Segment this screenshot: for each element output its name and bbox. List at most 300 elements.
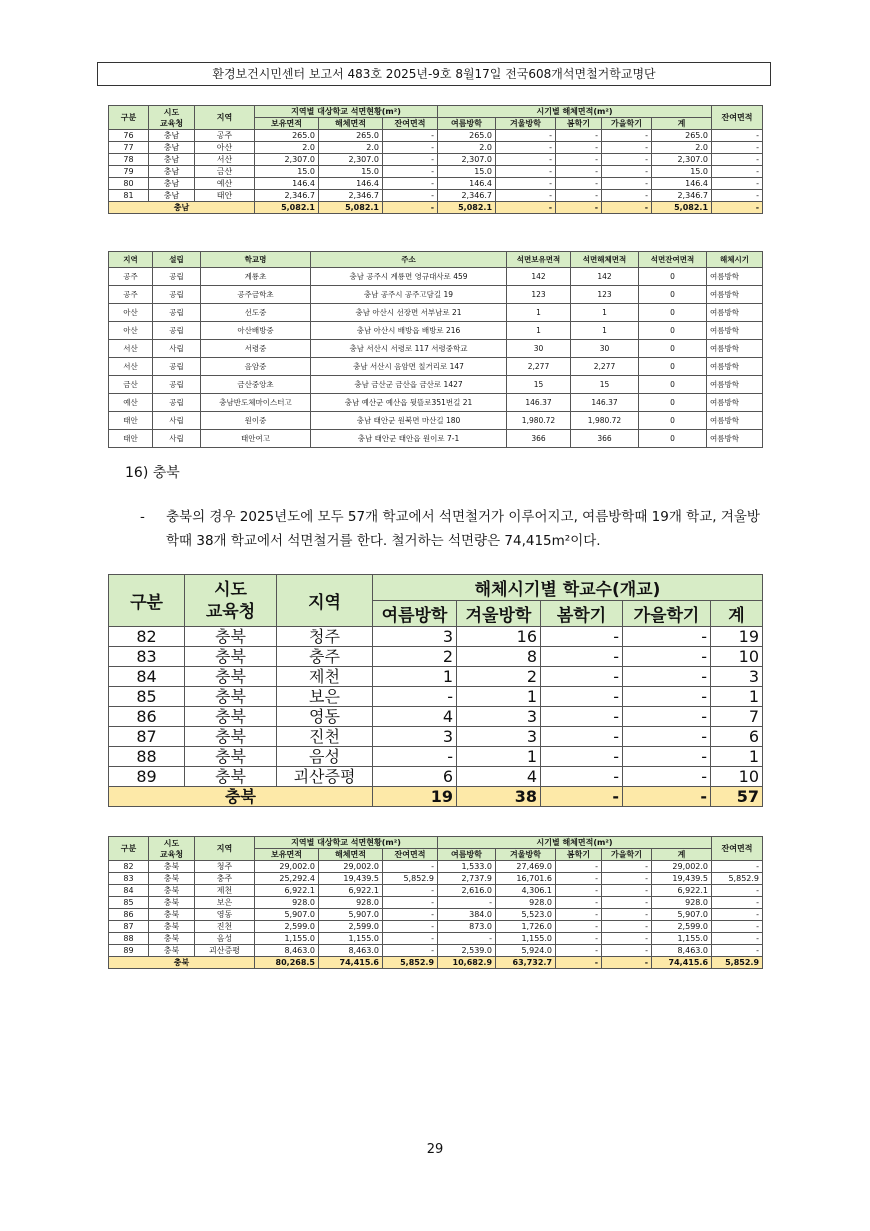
- table-cell: -: [383, 885, 438, 897]
- school-row: [109, 376, 763, 394]
- table-cell: -: [541, 627, 623, 647]
- table-cell: -: [556, 178, 602, 190]
- table-cell: 19,439.5: [319, 873, 383, 885]
- table-cell: 6: [711, 727, 763, 747]
- table-row: [109, 885, 763, 897]
- col-sido: 시도 교육청: [149, 106, 195, 130]
- table-cell: 2.0: [255, 142, 319, 154]
- total-cell: -: [541, 787, 623, 807]
- col-gubun: 구분: [109, 575, 185, 627]
- table-cell: -: [623, 627, 711, 647]
- table-cell: -: [712, 885, 763, 897]
- table-cell: 괴산증평: [277, 767, 373, 787]
- table-cell: 81: [109, 190, 149, 202]
- table-cell: 146.4: [255, 178, 319, 190]
- table-cell: 충북: [185, 707, 277, 727]
- table-cell: 충북: [185, 727, 277, 747]
- table-cell: -: [602, 933, 652, 945]
- table-cell: 충남: [149, 190, 195, 202]
- subheader-cell: 계: [652, 118, 712, 130]
- total-cell: 5,082.1: [255, 202, 319, 214]
- subheader-cell: 잔여면적: [383, 118, 438, 130]
- total-cell: -: [623, 787, 711, 807]
- col-gubun: 구분: [109, 106, 149, 130]
- table-cell: 7: [711, 707, 763, 727]
- table-cell: 충북: [149, 897, 195, 909]
- table-cell: -: [602, 154, 652, 166]
- table-row: [109, 707, 763, 727]
- table-cell: 5,924.0: [496, 945, 556, 957]
- table-cell: 금산: [195, 166, 255, 178]
- col-period-count-group: 해체시기별 학교수(개교): [373, 575, 763, 601]
- total-cell: 10,682.9: [438, 957, 496, 969]
- table-cell: 음암중: [201, 358, 311, 376]
- table-cell: -: [556, 190, 602, 202]
- school-row: [109, 286, 763, 304]
- header-cell: 석면잔여면적: [639, 252, 707, 268]
- table-cell: -: [602, 861, 652, 873]
- total-cell: 38: [457, 787, 541, 807]
- subheader-cell: 보유면적: [255, 118, 319, 130]
- table-cell: 공립: [153, 376, 201, 394]
- chungbuk-count-table: [108, 574, 763, 807]
- table-cell: -: [602, 142, 652, 154]
- table-cell: -: [712, 861, 763, 873]
- table-cell: -: [496, 154, 556, 166]
- table-cell: 진천: [277, 727, 373, 747]
- table-cell: 1,155.0: [255, 933, 319, 945]
- table-cell: 15.0: [652, 166, 712, 178]
- table-cell: 29,002.0: [319, 861, 383, 873]
- table-cell: 78: [109, 154, 149, 166]
- table-cell: 30: [507, 340, 571, 358]
- subheader-cell: 겨울방학: [496, 118, 556, 130]
- table-cell: 0: [639, 340, 707, 358]
- table-cell: 충북: [185, 647, 277, 667]
- table-cell: -: [373, 687, 457, 707]
- subheader-cell: 잔여면적: [383, 849, 438, 861]
- table-cell: 6: [373, 767, 457, 787]
- table-cell: -: [373, 747, 457, 767]
- table-cell: 77: [109, 142, 149, 154]
- total-cell: 19: [373, 787, 457, 807]
- table-cell: 1: [457, 747, 541, 767]
- table-cell: 충남 아산시 선장면 서부남로 21: [311, 304, 507, 322]
- table-cell: -: [712, 921, 763, 933]
- col-gubun: 구분: [109, 837, 149, 861]
- table-cell: 83: [109, 647, 185, 667]
- table-cell: -: [602, 909, 652, 921]
- table-cell: 2,737.9: [438, 873, 496, 885]
- table-cell: 충주: [195, 873, 255, 885]
- table-cell: 4: [373, 707, 457, 727]
- table-cell: 1: [571, 304, 639, 322]
- table-cell: 충북: [185, 687, 277, 707]
- subheader-cell: 봄학기: [556, 118, 602, 130]
- table-cell: 충북: [185, 627, 277, 647]
- school-row: [109, 322, 763, 340]
- table-cell: -: [712, 166, 763, 178]
- subheader-cell: 보유면적: [255, 849, 319, 861]
- table-cell: 예산: [109, 394, 153, 412]
- table-cell: 146.4: [438, 178, 496, 190]
- table-cell: 86: [109, 707, 185, 727]
- table-cell: 1: [711, 747, 763, 767]
- table-cell: 태안: [109, 412, 153, 430]
- table-cell: -: [712, 933, 763, 945]
- table-cell: 여름방학: [707, 322, 763, 340]
- table-cell: 928.0: [652, 897, 712, 909]
- table-cell: 0: [639, 394, 707, 412]
- table-cell: 384.0: [438, 909, 496, 921]
- table-cell: -: [712, 190, 763, 202]
- school-row: [109, 430, 763, 448]
- table-cell: 3: [457, 707, 541, 727]
- table-cell: -: [556, 130, 602, 142]
- total-cell: -: [383, 202, 438, 214]
- table-cell: 청주: [195, 861, 255, 873]
- table-cell: 146.4: [652, 178, 712, 190]
- table-cell: 계룡초: [201, 268, 311, 286]
- table-cell: 아산: [195, 142, 255, 154]
- total-cell: 5,852.9: [383, 957, 438, 969]
- table-cell: 2,599.0: [652, 921, 712, 933]
- table-cell: -: [712, 154, 763, 166]
- table-cell: 여름방학: [707, 358, 763, 376]
- col-sido: 시도 교육청: [185, 575, 277, 627]
- table-cell: -: [496, 178, 556, 190]
- table-cell: -: [556, 142, 602, 154]
- table-cell: 공주: [195, 130, 255, 142]
- table-cell: -: [623, 667, 711, 687]
- table-cell: 76: [109, 130, 149, 142]
- table-cell: 146.37: [571, 394, 639, 412]
- table-cell: 영동: [195, 909, 255, 921]
- table-cell: 여름방학: [707, 268, 763, 286]
- table-cell: -: [541, 747, 623, 767]
- table-row: [109, 945, 763, 957]
- table-cell: 15.0: [319, 166, 383, 178]
- table-cell: -: [623, 747, 711, 767]
- table-cell: 2,307.0: [438, 154, 496, 166]
- table-cell: 충남 금산군 금산읍 금산로 1427: [311, 376, 507, 394]
- total-cell: 5,082.1: [319, 202, 383, 214]
- total-cell: 5,082.1: [652, 202, 712, 214]
- table-cell: 142: [571, 268, 639, 286]
- table-cell: 19,439.5: [652, 873, 712, 885]
- table-cell: -: [712, 142, 763, 154]
- total-row: [109, 787, 763, 807]
- table-cell: 5,907.0: [319, 909, 383, 921]
- page-number: 29: [426, 1142, 444, 1157]
- table-cell: 15.0: [255, 166, 319, 178]
- table-cell: -: [712, 178, 763, 190]
- table-cell: 928.0: [496, 897, 556, 909]
- table-cell: 진천: [195, 921, 255, 933]
- table-cell: 여름방학: [707, 412, 763, 430]
- subheader-cell: 가을학기: [602, 849, 652, 861]
- school-row: [109, 358, 763, 376]
- table-row: [109, 190, 763, 202]
- table-cell: -: [541, 767, 623, 787]
- table-cell: 여름방학: [707, 340, 763, 358]
- table-cell: 87: [109, 727, 185, 747]
- table-cell: -: [541, 727, 623, 747]
- table-cell: 1: [711, 687, 763, 707]
- col-region: 지역: [195, 106, 255, 130]
- table-row: [109, 767, 763, 787]
- school-row: [109, 268, 763, 286]
- table-cell: 서산: [195, 154, 255, 166]
- table-cell: 금산중앙초: [201, 376, 311, 394]
- table-cell: -: [602, 885, 652, 897]
- table-cell: 27,469.0: [496, 861, 556, 873]
- table-cell: 충주: [277, 647, 373, 667]
- table-cell: 보은: [277, 687, 373, 707]
- table-cell: 공주: [109, 286, 153, 304]
- table-cell: -: [602, 178, 652, 190]
- table-cell: 공주금학초: [201, 286, 311, 304]
- table-cell: -: [496, 142, 556, 154]
- header-cell: 석면보유면적: [507, 252, 571, 268]
- table-cell: -: [383, 142, 438, 154]
- table-cell: -: [712, 897, 763, 909]
- table-row: [109, 647, 763, 667]
- table-cell: 여름방학: [707, 304, 763, 322]
- table-row: [109, 627, 763, 647]
- table-cell: 1: [571, 322, 639, 340]
- table-cell: 서산: [109, 358, 153, 376]
- table-cell: -: [541, 687, 623, 707]
- table-cell: 여름방학: [707, 376, 763, 394]
- table-cell: 3: [457, 727, 541, 747]
- subheader-cell: 계: [711, 601, 763, 627]
- table-cell: 충북: [149, 909, 195, 921]
- table-cell: 공립: [153, 268, 201, 286]
- table-cell: 4: [457, 767, 541, 787]
- table-cell: 2,346.7: [319, 190, 383, 202]
- table-cell: 충북: [149, 933, 195, 945]
- table-cell: -: [712, 909, 763, 921]
- table-cell: 1: [507, 322, 571, 340]
- table-cell: 928.0: [255, 897, 319, 909]
- total-cell: 80,268.5: [255, 957, 319, 969]
- paragraph-text: 충북의 경우 2025년도에 모두 57개 학교에서 석면철거가 이루어지고, 여름방학때 19개 학교, 겨울방학때 38개 학교에서 석면철거를 한다. 철거하는 석면량은 74,415m²이다.: [166, 509, 760, 549]
- total-cell: 74,415.6: [652, 957, 712, 969]
- table-cell: 1,155.0: [496, 933, 556, 945]
- table-cell: 8: [457, 647, 541, 667]
- table-cell: 2,599.0: [319, 921, 383, 933]
- table-cell: 여름방학: [707, 430, 763, 448]
- table-cell: 보은: [195, 897, 255, 909]
- table-cell: 928.0: [319, 897, 383, 909]
- table-cell: 2,277: [571, 358, 639, 376]
- table-cell: -: [556, 166, 602, 178]
- table-cell: 1,980.72: [571, 412, 639, 430]
- table-cell: 85: [109, 897, 149, 909]
- table-cell: 8,463.0: [319, 945, 383, 957]
- table-cell: 0: [639, 268, 707, 286]
- table-cell: 서령중: [201, 340, 311, 358]
- header-cell: 지역: [109, 252, 153, 268]
- table-cell: 2,307.0: [652, 154, 712, 166]
- table-cell: 19: [711, 627, 763, 647]
- table-row: [109, 727, 763, 747]
- subheader-cell: 봄학기: [556, 849, 602, 861]
- table-row: [109, 933, 763, 945]
- summary-paragraph: [140, 505, 770, 553]
- table-cell: 29,002.0: [255, 861, 319, 873]
- header-cell: 주소: [311, 252, 507, 268]
- table-cell: 예산: [195, 178, 255, 190]
- header-cell: 석면해체면적: [571, 252, 639, 268]
- table-cell: -: [623, 687, 711, 707]
- table-cell: 충남반도체마이스터고: [201, 394, 311, 412]
- table-cell: -: [383, 933, 438, 945]
- table-cell: -: [556, 154, 602, 166]
- bullet-dash: -: [140, 509, 145, 525]
- table-cell: 원이중: [201, 412, 311, 430]
- table-cell: 2,346.7: [255, 190, 319, 202]
- table-cell: 265.0: [255, 130, 319, 142]
- col-sido: 시도 교육청: [149, 837, 195, 861]
- table-cell: 84: [109, 885, 149, 897]
- table-row: [109, 909, 763, 921]
- table-cell: 2: [373, 647, 457, 667]
- table-cell: 8,463.0: [652, 945, 712, 957]
- table-cell: 366: [571, 430, 639, 448]
- table-cell: 89: [109, 945, 149, 957]
- table-cell: -: [541, 647, 623, 667]
- table-cell: 금산: [109, 376, 153, 394]
- table-cell: -: [712, 130, 763, 142]
- table-cell: 제천: [277, 667, 373, 687]
- table-cell: 366: [507, 430, 571, 448]
- subheader-cell: 가을학기: [623, 601, 711, 627]
- table-cell: 8,463.0: [255, 945, 319, 957]
- table-cell: 충남: [149, 178, 195, 190]
- table-row: [109, 178, 763, 190]
- total-cell: 74,415.6: [319, 957, 383, 969]
- table-cell: 1,155.0: [319, 933, 383, 945]
- table-cell: -: [602, 945, 652, 957]
- table-cell: 6,922.1: [319, 885, 383, 897]
- col-area-group: 지역별 대상학교 석면현황(m²): [255, 106, 438, 118]
- table-cell: -: [383, 921, 438, 933]
- table-row: [109, 921, 763, 933]
- table-cell: -: [623, 707, 711, 727]
- table-cell: 85: [109, 687, 185, 707]
- table-cell: 충남 예산군 예산읍 뒷뜰로351번길 21: [311, 394, 507, 412]
- total-cell: 5,082.1: [438, 202, 496, 214]
- table-cell: 충북: [149, 885, 195, 897]
- table-cell: 충남: [149, 142, 195, 154]
- table-cell: 3: [373, 627, 457, 647]
- table-row: [109, 130, 763, 142]
- table-cell: 충북: [185, 747, 277, 767]
- table-cell: 괴산증평: [195, 945, 255, 957]
- table-cell: -: [556, 945, 602, 957]
- table-cell: 아산: [109, 304, 153, 322]
- col-remaining: 잔여면적: [712, 106, 763, 130]
- total-row: [109, 202, 763, 214]
- table-cell: 5,852.9: [383, 873, 438, 885]
- table-cell: 1: [457, 687, 541, 707]
- table-cell: 80: [109, 178, 149, 190]
- table-cell: 2: [457, 667, 541, 687]
- table-cell: 2,616.0: [438, 885, 496, 897]
- table-cell: 0: [639, 430, 707, 448]
- subheader-cell: 겨울방학: [457, 601, 541, 627]
- total-cell: 충북: [109, 787, 373, 807]
- table-cell: 충남 태안군 원북면 마산길 180: [311, 412, 507, 430]
- table-cell: -: [623, 647, 711, 667]
- table-cell: 88: [109, 747, 185, 767]
- table-cell: 음성: [277, 747, 373, 767]
- total-cell: -: [556, 957, 602, 969]
- table-cell: -: [496, 190, 556, 202]
- table-cell: 충북: [149, 921, 195, 933]
- chungnam-school-list: [108, 251, 763, 448]
- chungnam-area-table: [108, 105, 763, 214]
- header-cell: 학교명: [201, 252, 311, 268]
- table-cell: 제천: [195, 885, 255, 897]
- table-row: [109, 873, 763, 885]
- table-cell: 30: [571, 340, 639, 358]
- table-cell: 83: [109, 873, 149, 885]
- table-cell: 충남 서산시 서령로 117 서령중학교: [311, 340, 507, 358]
- table-cell: -: [556, 861, 602, 873]
- total-cell: 충남: [109, 202, 255, 214]
- table-cell: 충남 서산시 음암면 칠거리로 147: [311, 358, 507, 376]
- table-cell: -: [438, 933, 496, 945]
- subheader-cell: 가을학기: [602, 118, 652, 130]
- subheader-cell: 계: [652, 849, 712, 861]
- subheader-cell: 봄학기: [541, 601, 623, 627]
- table-cell: 265.0: [438, 130, 496, 142]
- total-cell: -: [712, 202, 763, 214]
- table-cell: -: [556, 909, 602, 921]
- table-cell: -: [602, 190, 652, 202]
- total-cell: 63,732.7: [496, 957, 556, 969]
- school-row: [109, 304, 763, 322]
- table-cell: 태안: [195, 190, 255, 202]
- table-cell: 공립: [153, 286, 201, 304]
- table-cell: -: [383, 861, 438, 873]
- table-cell: 873.0: [438, 921, 496, 933]
- table-cell: 87: [109, 921, 149, 933]
- total-cell: -: [602, 202, 652, 214]
- table-cell: 3: [711, 667, 763, 687]
- subheader-cell: 여름방학: [438, 118, 496, 130]
- table-cell: -: [496, 130, 556, 142]
- table-cell: -: [383, 178, 438, 190]
- col-period-group: 시기별 해체면적(m²): [438, 106, 712, 118]
- table-cell: 2.0: [438, 142, 496, 154]
- table-cell: 86: [109, 909, 149, 921]
- table-cell: 84: [109, 667, 185, 687]
- table-cell: 123: [507, 286, 571, 304]
- table-cell: 충남 아산시 배방읍 배방로 216: [311, 322, 507, 340]
- table-cell: 1: [507, 304, 571, 322]
- table-cell: -: [556, 897, 602, 909]
- table-cell: 146.4: [319, 178, 383, 190]
- chungbuk-area-table: [108, 836, 763, 969]
- table-cell: 89: [109, 767, 185, 787]
- header-cell: 해체시기: [707, 252, 763, 268]
- table-cell: 6,922.1: [652, 885, 712, 897]
- table-cell: 아산: [109, 322, 153, 340]
